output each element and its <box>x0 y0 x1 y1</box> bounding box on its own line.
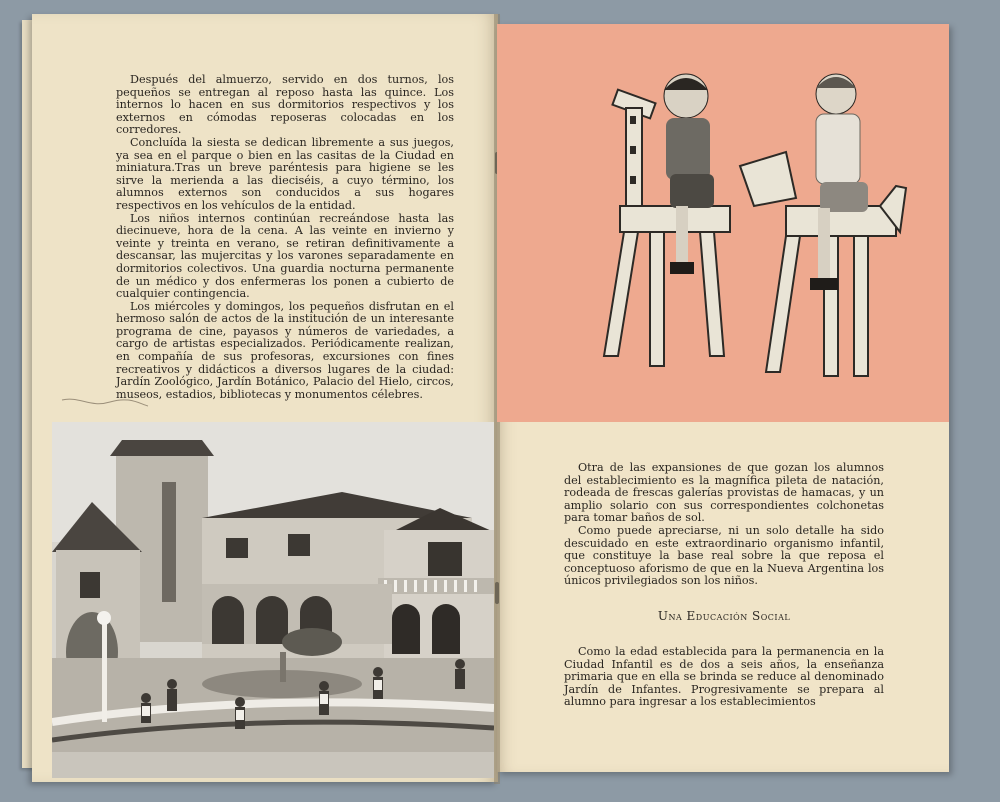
children-on-toy-horses-photo <box>590 56 930 396</box>
paragraph: Como puede apreciarse, ni un solo detalle ha sido descuidado en este extraordinario organismo infantil, que constituye la base real sobre la que reposa el conceptuoso aforismo de que en la Nueva Argentina los únicos privilegiados son los niños. <box>564 523 884 588</box>
right-page-text-top <box>564 462 884 588</box>
section-heading: Una Educación Social <box>657 609 791 623</box>
building-photo <box>52 422 494 778</box>
right-page-text-bottom <box>564 646 884 709</box>
left-page-text <box>116 74 454 401</box>
paragraph: Como la edad establecida para la permanencia en la Ciudad Infantil es de dos a seis años, la enseñanza primaria que en ella se brinda se reduce al denominado Jardín de Infantes. Progresivamente se prepara al alumno para ingresar a los establecimientos <box>564 645 884 709</box>
paragraph: Los miércoles y domingos, los pequeños disfrutan en el hermoso salón de actos de la institución de un interesante programa de cine, payasos y números de variedades, a cargo de artistas especializados. Periódicamente realizan, en compañía de sus profesoras, excursiones con fines recreativos y didácticos a diversos lugares de la ciudad: Jardín Zoológico, Jardín Botánico, Palacio del Hielo, circos, museos, estadios, bibliotecas y monumentos célebres. <box>116 299 454 401</box>
paragraph: Después del almuerzo, servido en dos turnos, los pequeños se entregan al reposo hasta las quince. Los internos lo hacen en sus dormitorios respectivos y los externos en cómodas reposeras colocadas en los corredores. <box>116 73 454 137</box>
paragraph: Concluída la siesta se dedican libremente a sus juegos, ya sea en el parque o bien en las casitas de la Ciudad en miniatura.Tras un breve paréntesis para higiene se les sirve la merienda a las dieciséis, a cuyo término, los alumnos externos son conducidos a sus hogares respectivos en los vehículos de la entidad. <box>116 135 454 212</box>
staple <box>495 582 499 604</box>
paragraph: Los niños internos continúan recreándose hasta las diecinueve, hora de la cena. A las veinte en invierno y veinte y treinta en verano, se retiran definitivamente a descansar, las mujercitas y los varones separadamente en dormitorios colectivos. Una guardia nocturna permanente de un médico y dos enfermeras los ponen a cubierto de cualquier contingencia. <box>116 211 454 301</box>
pencil-mark <box>60 394 150 410</box>
paragraph: Otra de las expansiones de que gozan los alumnos del establecimiento es la magnífica pileta de natación, rodeada de frescas galerías provistas de hamacas, y un amplio solario con sus correspondientes colchonetas para tomar baños de sol. <box>564 461 884 525</box>
